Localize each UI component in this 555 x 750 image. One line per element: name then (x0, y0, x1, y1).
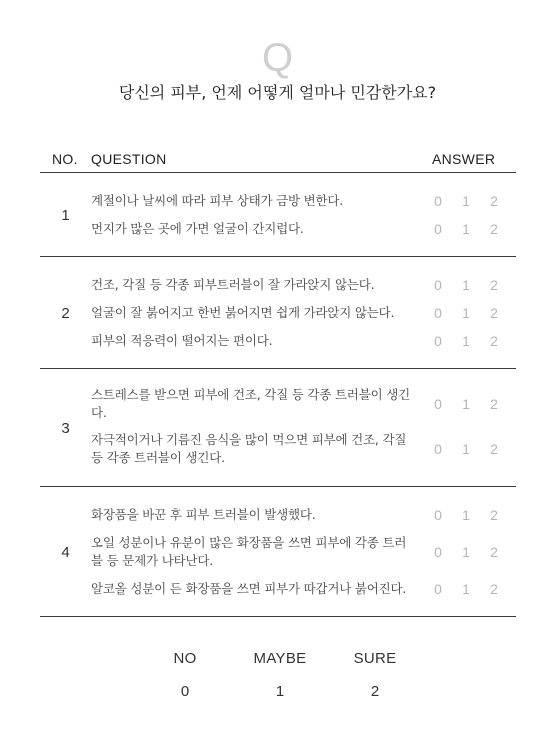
answer-option-0[interactable]: 0 (434, 544, 442, 560)
question-text: 피부의 적응력이 떨어지는 편이다. (91, 333, 273, 348)
legend-value: 2 (370, 683, 380, 700)
answer-option-1[interactable]: 1 (462, 305, 470, 321)
question-row (91, 575, 516, 603)
column-header-no: NO. (52, 151, 78, 167)
column-header-answer: ANSWER (432, 151, 496, 167)
group-number: 1 (61, 206, 70, 224)
answer-option-0[interactable]: 0 (434, 507, 442, 523)
answer-options (432, 193, 516, 209)
answer-option-1[interactable]: 1 (462, 581, 470, 597)
answer-option-2[interactable]: 2 (490, 507, 498, 523)
answer-option-2[interactable]: 2 (490, 277, 498, 293)
answer-option-0[interactable]: 0 (434, 221, 442, 237)
score-legend (150, 650, 410, 700)
question-text: 자극적이거나 기름진 음식을 많이 먹으면 피부에 건조, 각질 등 각종 트러블이 생긴다. (91, 432, 407, 465)
answer-option-2[interactable]: 2 (490, 193, 498, 209)
question-row (91, 529, 516, 575)
question-text: 계절이나 날씨에 따라 피부 상태가 금방 변한다. (91, 193, 344, 208)
answer-options (432, 507, 516, 523)
answer-option-0[interactable]: 0 (434, 333, 442, 349)
answer-option-1[interactable]: 1 (462, 441, 470, 457)
answer-options (432, 581, 516, 597)
question-text: 얼굴이 잘 붉어지고 한번 붉어지면 쉽게 가라앉지 않는다. (91, 305, 395, 320)
answer-option-2[interactable]: 2 (490, 333, 498, 349)
answer-option-2[interactable]: 2 (490, 221, 498, 237)
question-text: 알코올 성분이 든 화장품을 쓰면 피부가 따갑거나 붉어진다. (91, 581, 407, 596)
question-group (40, 487, 516, 617)
question-group (40, 173, 516, 257)
answer-option-0[interactable]: 0 (434, 396, 442, 412)
answer-options (432, 396, 516, 412)
answer-option-2[interactable]: 2 (490, 305, 498, 321)
question-row (91, 187, 516, 215)
question-row (91, 383, 516, 425)
legend-label: NO (173, 650, 197, 667)
answer-option-1[interactable]: 1 (462, 277, 470, 293)
answer-option-2[interactable]: 2 (490, 396, 498, 412)
legend-label: SURE (353, 650, 397, 667)
answer-option-2[interactable]: 2 (490, 544, 498, 560)
question-text: 건조, 각질 등 각종 피부트러블이 잘 가라앉지 않는다. (91, 277, 375, 292)
legend-value: 1 (275, 683, 285, 700)
question-row (91, 271, 516, 299)
group-number: 2 (61, 304, 70, 322)
q-mark: Q (261, 36, 294, 80)
question-text: 스트레스를 받으면 피부에 건조, 각질 등 각종 트러블이 생긴다. (91, 387, 410, 420)
answer-options (432, 544, 516, 560)
group-number: 3 (61, 419, 70, 437)
questionnaire-table (40, 146, 516, 617)
answer-option-0[interactable]: 0 (434, 193, 442, 209)
legend-value: 0 (180, 683, 190, 700)
legend-item (150, 650, 220, 700)
question-text: 오일 성분이나 유분이 많은 화장품을 쓰면 피부에 각종 트러블 등 문제가 나타난다. (91, 535, 407, 568)
answer-option-2[interactable]: 2 (490, 581, 498, 597)
answer-option-0[interactable]: 0 (434, 441, 442, 457)
legend-item (245, 650, 315, 700)
question-group (40, 257, 516, 369)
answer-option-1[interactable]: 1 (462, 193, 470, 209)
question-row (91, 425, 516, 473)
column-header-question: QUESTION (91, 151, 167, 167)
page-title: 당신의 피부, 언제 어떻게 얼마나 민감한가요? (118, 83, 437, 102)
question-row (91, 299, 516, 327)
legend-label: MAYBE (253, 650, 307, 667)
answer-option-1[interactable]: 1 (462, 544, 470, 560)
answer-options (432, 441, 516, 457)
answer-option-1[interactable]: 1 (462, 333, 470, 349)
answer-option-0[interactable]: 0 (434, 305, 442, 321)
question-text: 먼지가 많은 곳에 가면 얼굴이 간지럽다. (91, 221, 304, 236)
question-row (91, 501, 516, 529)
question-group (40, 369, 516, 487)
answer-option-0[interactable]: 0 (434, 581, 442, 597)
question-row (91, 327, 516, 355)
answer-option-0[interactable]: 0 (434, 277, 442, 293)
answer-option-1[interactable]: 1 (462, 507, 470, 523)
group-number: 4 (61, 543, 70, 561)
answer-option-1[interactable]: 1 (462, 221, 470, 237)
legend-item (340, 650, 410, 700)
answer-options (432, 305, 516, 321)
answer-options (432, 277, 516, 293)
question-row (91, 215, 516, 243)
answer-option-1[interactable]: 1 (462, 396, 470, 412)
answer-options (432, 333, 516, 349)
answer-option-2[interactable]: 2 (490, 441, 498, 457)
question-text: 화장품을 바꾼 후 피부 트러블이 발생했다. (91, 507, 316, 522)
table-header (40, 146, 516, 173)
answer-options (432, 221, 516, 237)
